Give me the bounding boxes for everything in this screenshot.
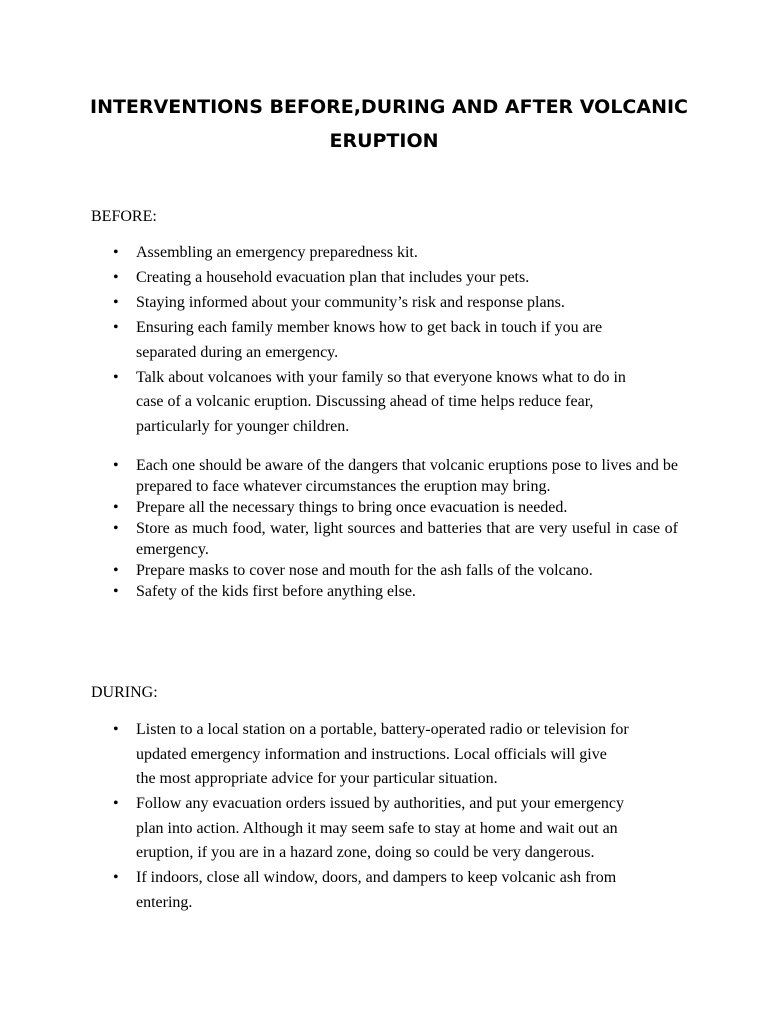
bullet-icon: •: [113, 520, 119, 537]
before-list-a: [0, 241, 678, 440]
list-item-text-line: the most appropriate advice for your particular situation.: [136, 770, 498, 787]
list-item-text-line: Ensuring each family member knows how to get back in touch if you are: [136, 319, 603, 336]
section-heading-during: DURING:: [91, 684, 158, 701]
bullet-icon: •: [113, 244, 119, 261]
bullet-icon: •: [113, 869, 119, 886]
list-item: [0, 718, 678, 792]
list-item: [0, 792, 678, 866]
list-item-text-line: Talk about volcanoes with your family so that everyone knows what to do in: [136, 368, 626, 386]
list-item-text: Each one should be aware of the dangers that volcanic eruptions pose to lives and be prepared to face whatever circumstances the eruption may bring.: [136, 457, 678, 495]
bullet-icon: •: [113, 368, 119, 386]
bullet-icon: •: [113, 294, 119, 311]
list-item-text-line: Follow any evacuation orders issued by authorities, and put your emergency: [136, 795, 625, 812]
list-item: [0, 518, 678, 560]
bullet-icon: •: [113, 269, 119, 286]
list-item-text: Safety of the kids first before anything else.: [136, 583, 416, 600]
list-item: [0, 241, 678, 266]
list-item-text-line: plan into action. Although it may seem safe to stay at home and wait out an: [136, 819, 618, 837]
list-item-text: Prepare masks to cover nose and mouth for the ash falls of the volcano.: [136, 562, 593, 579]
bullet-icon: •: [113, 319, 119, 336]
list-item: [0, 581, 678, 602]
list-item-text-line: case of a volcanic eruption. Discussing ahead of time helps reduce fear,: [136, 393, 594, 410]
list-item-text: Prepare all the necessary things to bring once evacuation is needed.: [136, 499, 568, 516]
list-item: [0, 366, 678, 440]
list-item: [0, 866, 678, 915]
list-item: [0, 291, 678, 316]
list-item-text: Store as much food, water, light sources and batteries that are very useful in case of emergency.: [136, 520, 678, 558]
list-item-text-line: Staying informed about your community’s risk and response plans.: [136, 294, 565, 311]
list-item-text-line: particularly for younger children.: [136, 417, 350, 435]
list-item-text-line: eruption, if you are in a hazard zone, doing so could be very dangerous.: [136, 844, 595, 861]
bullet-icon: •: [113, 457, 119, 474]
document-title-line-1: INTERVENTIONS BEFORE,DURING AND AFTER VOLCANIC: [90, 96, 688, 118]
list-item-text-line: separated during an emergency.: [136, 343, 339, 361]
bullet-icon: •: [113, 721, 119, 738]
list-item: [0, 455, 678, 497]
list-item-text-line: Assembling an emergency preparedness kit.: [136, 244, 418, 261]
list-item: [0, 560, 678, 581]
document-title-line-2: ERUPTION: [329, 130, 439, 152]
bullet-icon: •: [113, 795, 119, 812]
list-item-text-line: If indoors, close all window, doors, and dampers to keep volcanic ash from: [136, 869, 617, 886]
list-item-text-line: updated emergency information and instructions. Local officials will give: [136, 745, 607, 763]
list-item-text-line: Listen to a local station on a portable, battery-operated radio or television for: [136, 721, 629, 738]
during-list: [0, 718, 678, 916]
list-item: [0, 266, 678, 291]
bullet-icon: •: [113, 499, 119, 516]
bullet-icon: •: [113, 583, 119, 600]
before-list-b: [0, 455, 678, 602]
list-item-text-line: Creating a household evacuation plan that includes your pets.: [136, 269, 530, 286]
bullet-icon: •: [113, 562, 119, 579]
list-item: [0, 316, 678, 365]
section-heading-before: BEFORE:: [91, 208, 157, 225]
list-item-text-line: entering.: [136, 893, 193, 911]
list-item: [0, 497, 678, 518]
